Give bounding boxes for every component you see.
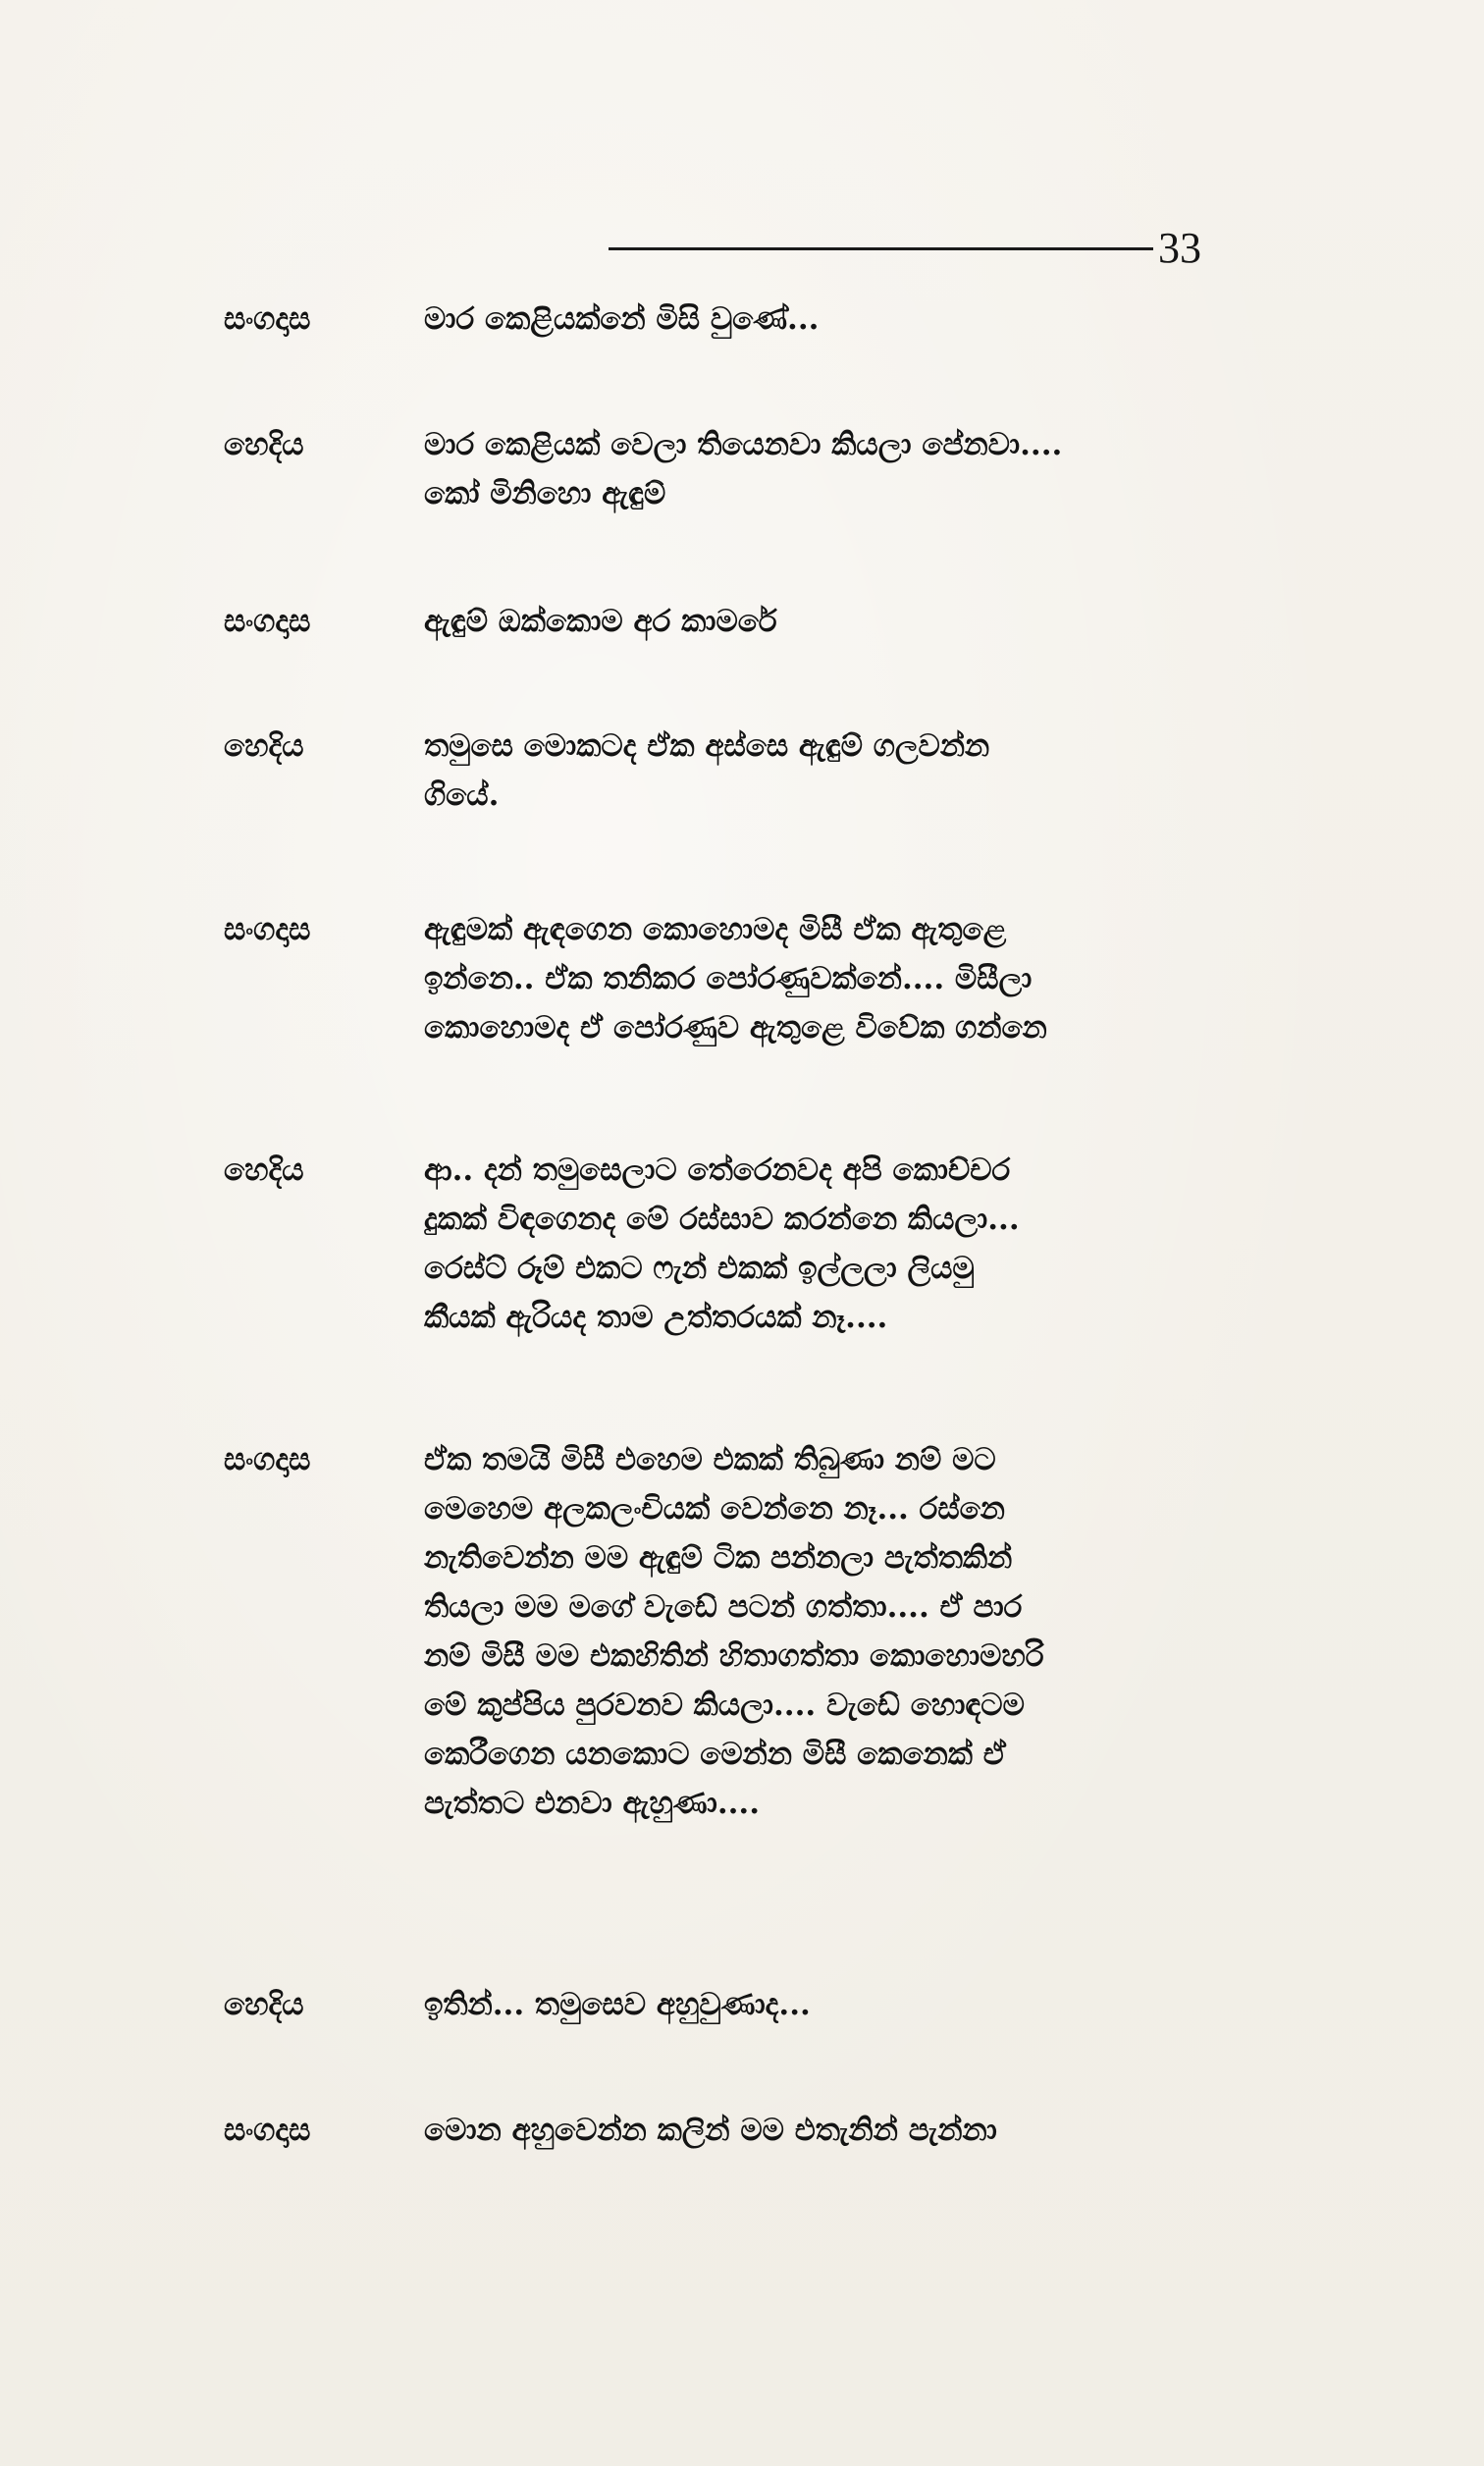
dialogue-line: මාර කෙළියක් වෙලා තියෙනවා කියලා පේනවා.... [424,427,1063,462]
dialogue-text [424,722,1268,820]
dialogue-line: ඉන්නෙ.. ඒක තනිකර පෝරණුවක්නේ.... මිසීලා [424,961,1033,996]
dialogue-line: ඉතින්... තමුසෙව අහුවුණාද... [424,1987,811,2022]
dialogue-line: කොහොමද ඒ පෝරණුව ඇතුළෙ විවේක ගන්නෙ [424,1010,1047,1045]
dialogue-text [424,597,1268,646]
dialogue-line: ඇඳුම් ඔක්කොම අර කාමරේ [424,604,777,639]
speaker-name: හෙදිය [224,1153,304,1188]
header-rule [609,247,1153,250]
dialogue-line: ඇඳුමක් ඇඳගෙන කොහොමද මිසී ඒක ඇතුළෙ [424,912,1007,947]
page-header [609,224,1217,273]
dialogue-text [424,1146,1268,1342]
speaker-name: හෙදිය [224,427,304,462]
dialogue-line: තියලා මම මගේ වැඩේ පටන් ගත්තා.... ඒ පාර [424,1589,1023,1625]
dialogue-line: රෙස්ට් රූම් එකට ෆැන් එකක් ඉල්ලලා ලියමු [424,1251,975,1286]
dialogue-text [424,2106,1268,2155]
dialogue-text [424,905,1268,1052]
speaker-name: සංගදාස [224,1442,311,1477]
speaker-name: හෙදිය [224,1987,304,2022]
dialogue-line: දුකක් විඳගෙනද මේ රස්සාව කරන්නෙ කියලා... [424,1202,1020,1237]
page-number: 33 [1158,224,1201,272]
dialogue-text [424,1435,1268,1828]
dialogue-line: කීයක් ඇරියද තාම උත්තරයක් නෑ.... [424,1300,888,1335]
dialogue-line: කෝ මිනිහො ඇඳුම් [424,476,666,511]
speaker-name: සංගදාස [224,604,311,639]
speaker-name: සංගදාස [224,2113,311,2148]
dialogue-line: නැතිවෙන්න මම ඇඳුම් ටික පන්නලා පැත්තකින් [424,1540,1013,1576]
dialogue-text [424,420,1268,518]
speaker-name: හෙදිය [224,728,304,764]
dialogue-text [424,1980,1268,2029]
dialogue-line: ආ.. දන් තමුසෙලාට තේරෙනවද අපි කොච්චර [424,1153,1011,1188]
dialogue-line: ගියේ. [424,777,500,813]
dialogue-line: කෙරීගෙන යනකොට මෙන්න මිසී කෙනෙක් ඒ [424,1737,1006,1772]
dialogue-line: මෙහෙම අලකලංචියක් වෙන්නෙ නෑ... රස්නෙ [424,1491,1005,1527]
dialogue-line: මේ කුප්පිය පුරවනව කියලා.... වැඩේ හොඳටම [424,1688,1025,1723]
dialogue-line: නම් මිසී මම එකහිතින් හිතාගත්තා කොහොමහරි [424,1638,1044,1674]
dialogue-line: මොන අහුවෙන්න කලින් මම එතැනින් පැන්නා [424,2113,997,2148]
speaker-name: සංගදාස [224,301,311,337]
dialogue-line: පැත්තට එනවා ඇහුණා.... [424,1786,760,1821]
speaker-name: සංගදාස [224,912,311,947]
dialogue-line: තමුසෙ මොකටද ඒක අස්සෙ ඇඳුම් ගලවන්න [424,728,990,764]
dialogue-text [424,295,1268,344]
dialogue-line: මාර කෙළියක්නේ මිසි වුණේ... [424,301,820,337]
dialogue-line: ඒක තමයි මිසී එහෙම එකක් තිබුණා නම් මට [424,1442,996,1477]
